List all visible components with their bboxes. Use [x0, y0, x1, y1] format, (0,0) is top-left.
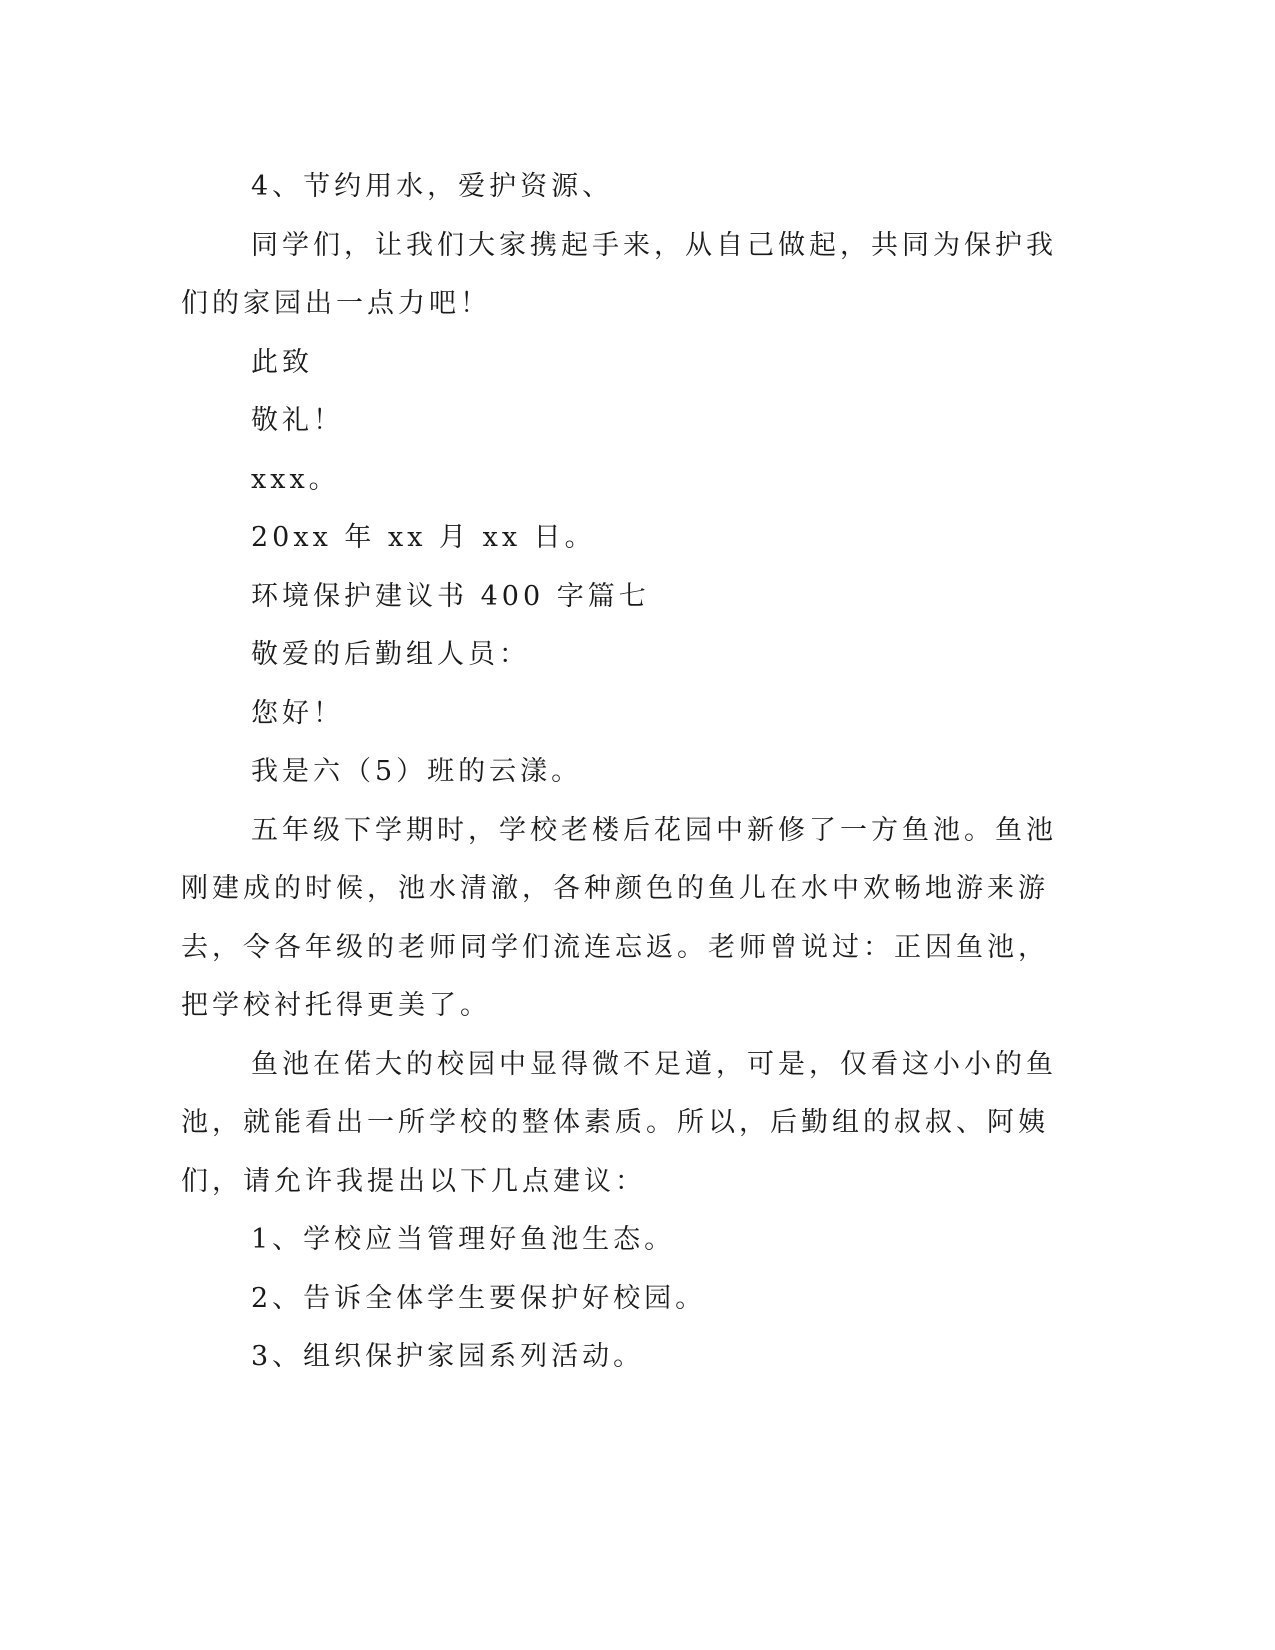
section-heading: 环境保护建议书 400 字篇七 — [251, 580, 650, 612]
suggestion-item-3: 3、组织保护家园系列活动。 — [251, 1341, 645, 1372]
paragraph-item-4: 4、节约用水，爱护资源、 — [251, 171, 614, 202]
date-line: 20xx 年 xx 月 xx 日。 — [251, 522, 596, 553]
paragraph-fish-pond: 五年级下学期时，学校老楼后花园中新修了一方鱼池。鱼池刚建成的时候，池水清澈，各种颜色的鱼儿在水中欢畅地游来游去，令各年级的老师同学们流连忘返。老师曾说过：正因鱼池，把学校衬托得更美了。 — [181, 814, 1057, 1021]
signature: xxx。 — [251, 463, 340, 495]
closing-salutation: 此致 — [251, 346, 313, 378]
letter-hello: 您好！ — [251, 697, 344, 729]
suggestion-item-2: 2、告诉全体学生要保护好校园。 — [251, 1282, 707, 1314]
document-body — [181, 158, 1061, 1387]
paragraph-suggestion-intro: 鱼池在偌大的校园中显得微不足道，可是，仅看这小小的鱼池，就能看出一所学校的整体素质。所以，后勤组的叔叔、阿姨们，请允许我提出以下几点建议： — [181, 1048, 1057, 1197]
suggestion-item-1: 1、学校应当管理好鱼池生态。 — [251, 1224, 676, 1255]
paragraph-call-to-action: 同学们，让我们大家携起手来，从自己做起，共同为保护我们的家园出一点力吧！ — [181, 229, 1057, 319]
closing-regards: 敬礼！ — [251, 405, 344, 436]
letter-greeting: 敬爱的后勤组人员： — [251, 639, 530, 670]
self-introduction: 我是六（5）班的云漾。 — [251, 756, 583, 787]
